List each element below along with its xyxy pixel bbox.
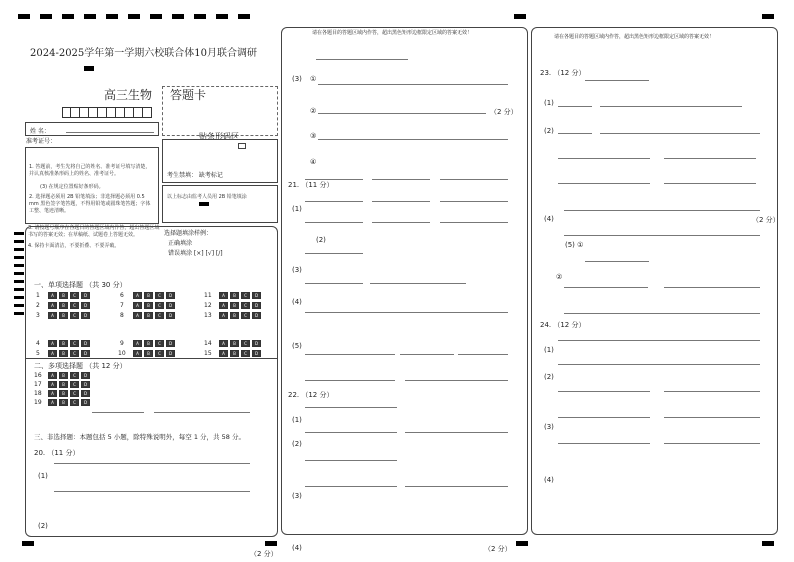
- q22-part-1: (1): [292, 416, 302, 424]
- option-row[interactable]: A B C D: [133, 350, 175, 357]
- registration-mark: [150, 14, 162, 19]
- absent-mark-box: 考生禁填： 缺考标记: [162, 139, 278, 183]
- q24-part-4: (4): [544, 476, 554, 484]
- option-row[interactable]: A B C D: [219, 292, 261, 299]
- question-20: 20. （11 分）: [34, 449, 80, 457]
- points-note: （2 分）: [250, 550, 278, 558]
- registration-mark: [84, 66, 94, 71]
- fill-example-title: 选择题填涂样例：: [164, 230, 213, 237]
- q21-sub-2: (2): [316, 236, 326, 244]
- q23-part-5: (5) ①: [565, 241, 584, 249]
- registration-mark: [216, 14, 228, 19]
- option-row[interactable]: A B C D: [133, 312, 175, 319]
- registration-mark: [762, 541, 774, 546]
- circled-1: ①: [310, 75, 317, 83]
- exam-title: 2024-2025学年第一学期六校联合体10月联合调研: [30, 48, 258, 59]
- option-row[interactable]: A B C D: [48, 381, 90, 388]
- circled-2: ②: [310, 107, 317, 115]
- registration-mark: [238, 14, 250, 19]
- barcode-area: 贴条形码区: [162, 86, 278, 136]
- notice-item: 2. 选择题必须用 2B 铅笔填涂；非选择题必须用 0.5 mm 黑色签字笔答题，不得用铅笔或圆珠笔答题；字体工整、笔迹清晰。: [29, 194, 151, 214]
- option-row[interactable]: A B C D: [219, 350, 261, 357]
- option-row[interactable]: A B C D: [48, 399, 90, 406]
- registration-mark: [762, 14, 774, 19]
- option-row[interactable]: A B C D: [133, 292, 175, 299]
- option-row[interactable]: A B C D: [133, 302, 175, 309]
- notice-box: [25, 147, 159, 224]
- registration-mark: [84, 14, 96, 19]
- candidate-number-boxes[interactable]: [62, 107, 152, 118]
- question-24: 24. （12 分）: [540, 321, 586, 329]
- option-row[interactable]: A B C D: [219, 302, 261, 309]
- q21-part-1: (1): [292, 205, 302, 213]
- circled-4: ④: [310, 158, 317, 166]
- points-note: （2 分）: [484, 545, 512, 553]
- points-note: （2 分）: [490, 108, 518, 116]
- registration-mark: [194, 14, 206, 19]
- registration-mark: [172, 14, 184, 19]
- question-23: 23. （12 分）: [540, 69, 586, 77]
- card-label: 答题卡: [170, 88, 207, 102]
- registration-mark: [106, 14, 118, 19]
- region-notice: 请在各题目的答题区域内作答，超出黑色矩形边框限定区域的答案无效！: [554, 34, 715, 40]
- q23-part-2: (2): [544, 127, 554, 135]
- notice-item: 1. 答题前，考生先将自己的姓名、准考证号填写清楚，并认真核准条形码上的姓名、准考证号。: [29, 164, 151, 177]
- region-notice: 请在各题目的答题区域内作答，超出黑色矩形边框限定区域的答案无效！: [312, 30, 473, 36]
- registration-mark: [22, 541, 34, 546]
- option-row[interactable]: A B C D: [48, 312, 90, 319]
- q20-part-3: (3): [292, 75, 302, 83]
- option-row[interactable]: A B C D: [48, 340, 90, 347]
- notice-item: 4. 保持卡面清洁，不要折叠、不要弄破。: [28, 243, 120, 249]
- q22-part-4: (4): [292, 544, 302, 552]
- column-2-answer-box: [281, 27, 528, 535]
- q22-part-2: (2): [292, 440, 302, 448]
- registration-mark: [128, 14, 140, 19]
- candidate-no-label: 准考证号：: [26, 138, 57, 145]
- section-single-choice: 一、单项选择题 （共 30 分）: [34, 281, 127, 289]
- points-note: （2 分）: [752, 216, 780, 224]
- notice-item: (3) 在规定位置贴好条形码。: [40, 184, 104, 190]
- q24-part-2: (2): [544, 373, 554, 381]
- notice-item: 3. 请按题号顺序在各题目的答题区域内作答，超出答题区域书写的答案无效；在草稿纸、试题卷上答题无效。: [28, 225, 160, 238]
- option-row[interactable]: A B C D: [48, 292, 90, 299]
- option-row[interactable]: A B C D: [219, 340, 261, 347]
- q23-part-4: (4): [544, 215, 554, 223]
- question-21: 21. （11 分）: [288, 181, 334, 189]
- q21-part-3: (3): [292, 266, 302, 274]
- absent-note-box: 以上标志由监考人员用 2B 铅笔填涂: [162, 185, 278, 223]
- registration-mark: [265, 541, 277, 546]
- section-non-choice: 三、非选择题：本题包括 5 小题，除特殊说明外，每空 1 分，共 58 分。: [34, 433, 245, 441]
- option-row[interactable]: A B C D: [48, 372, 90, 379]
- q21-part-4: (4): [292, 298, 302, 306]
- registration-mark: [40, 14, 52, 19]
- q21-part-5: (5): [292, 342, 302, 350]
- registration-mark: [62, 14, 74, 19]
- option-row[interactable]: A B C D: [219, 312, 261, 319]
- section-multi-choice: 二、多项选择题 （共 12 分）: [34, 362, 127, 370]
- q24-part-1: (1): [544, 346, 554, 354]
- q22-part-3: (3): [292, 492, 302, 500]
- q20-part-1: (1): [38, 472, 48, 480]
- name-field[interactable]: 姓 名：: [25, 122, 159, 136]
- registration-mark: [18, 14, 30, 19]
- fill-wrong-label: 错误填涂 [×] [√] [/]: [168, 250, 223, 257]
- subject-label: 高三生物: [104, 88, 153, 102]
- q23-part-1: (1): [544, 99, 554, 107]
- question-22: 22. （12 分）: [288, 391, 334, 399]
- option-row[interactable]: A B C D: [133, 340, 175, 347]
- circled-2: ②: [556, 273, 563, 281]
- option-row[interactable]: A B C D: [48, 350, 90, 357]
- q24-part-3: (3): [544, 423, 554, 431]
- q20-part-2: (2): [38, 522, 48, 530]
- registration-mark: [516, 541, 528, 546]
- circled-3: ③: [310, 132, 317, 140]
- fill-correct-label: 正确填涂: [168, 240, 193, 247]
- option-row[interactable]: A B C D: [48, 302, 90, 309]
- option-row[interactable]: A B C D: [48, 390, 90, 397]
- registration-mark: [514, 14, 526, 19]
- column-3-answer-box: [531, 27, 778, 535]
